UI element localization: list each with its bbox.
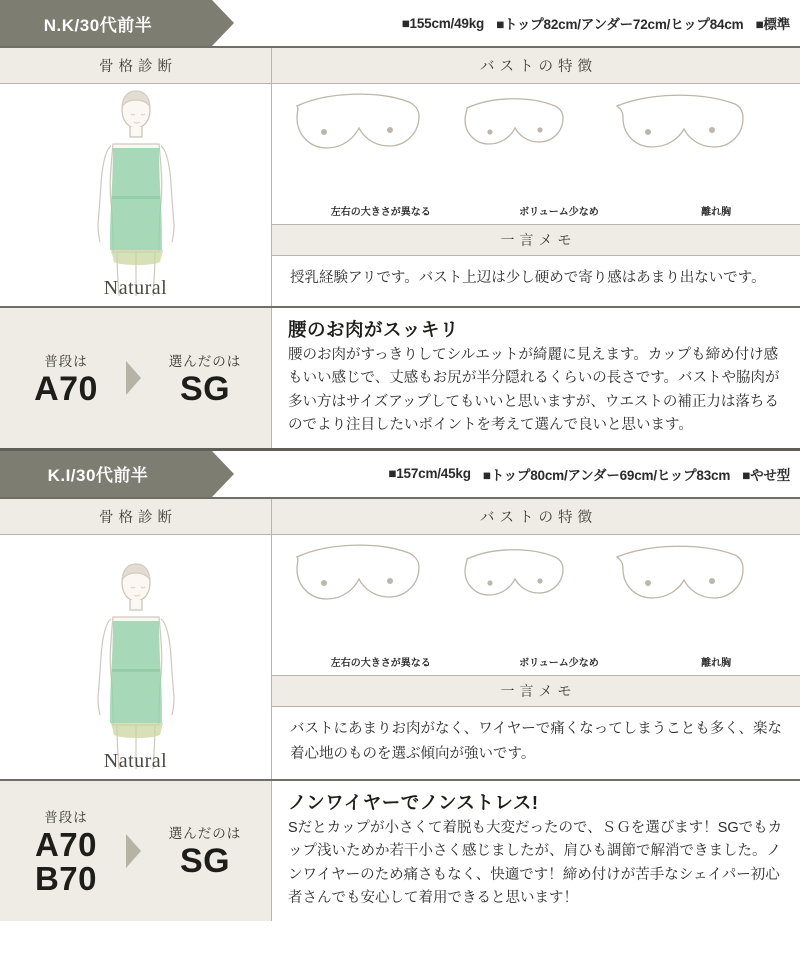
size-box — [0, 781, 272, 921]
body-illustration-svg — [31, 557, 241, 775]
bust-header: バストの特徴 — [272, 48, 800, 84]
bust-caption-3: 離れ胸 — [701, 657, 732, 669]
usual-size-value: A70 — [34, 369, 98, 408]
skeleton-column — [0, 499, 272, 779]
chosen-size-col — [139, 342, 271, 415]
stat-height-weight: ■155cm/49kg — [401, 15, 485, 31]
profile-name: K.I/30代前半 — [0, 451, 212, 497]
skeleton-column — [0, 48, 272, 306]
chosen-size-col — [139, 814, 271, 887]
usual-size-col — [0, 342, 132, 415]
bust-caption-3: 離れ胸 — [701, 207, 732, 218]
review-content — [272, 781, 800, 921]
usual-size-value: A70 — [34, 826, 98, 864]
bust-captions — [272, 203, 800, 218]
body-figure — [0, 535, 271, 779]
bust-illustration — [272, 84, 800, 224]
usual-label: 普段は — [44, 810, 88, 826]
memo-header: 一言メモ — [272, 224, 800, 256]
usual-label: 普段は — [44, 353, 88, 369]
stat-measurements: ■トップ80cm/アンダー69cm/ヒップ83cm — [482, 467, 731, 483]
usual-size-value-2: B70 — [34, 859, 98, 897]
size-box — [0, 308, 272, 448]
profile-stats — [212, 0, 800, 46]
profile-stats — [212, 451, 800, 497]
body-illustration-svg — [31, 84, 241, 302]
usual-size-col — [0, 798, 132, 903]
bust-caption-1: 左右の大きさが異なる — [330, 657, 431, 669]
stat-height-weight: ■157cm/45kg — [388, 466, 471, 482]
bust-illustration-svg — [272, 84, 796, 196]
stat-bodytype: ■やせ型 — [742, 467, 790, 483]
profile-name: N.K/30代前半 — [0, 0, 212, 46]
skeleton-header: 骨格診断 — [0, 48, 271, 84]
chosen-size-value: SG — [179, 369, 231, 408]
chosen-label: 選んだのは — [168, 353, 242, 369]
bust-captions — [272, 654, 800, 669]
stat-measurements: ■トップ82cm/アンダー72cm/ヒップ84cm — [496, 17, 744, 32]
skeleton-header: 骨格診断 — [0, 499, 271, 535]
bust-caption-2: ボリューム少なめ — [519, 207, 599, 218]
bust-caption-2: ボリューム少なめ — [519, 657, 599, 669]
detail-section — [0, 48, 800, 308]
bust-caption-1: 左右の大きさが異なる — [330, 207, 431, 218]
detail-section — [0, 499, 800, 781]
garment-shape — [110, 148, 163, 265]
body-figure — [0, 84, 271, 306]
profile-bar — [0, 451, 800, 499]
review-content — [272, 308, 800, 448]
bust-header: バストの特徴 — [272, 499, 800, 535]
chosen-label: 選んだのは — [168, 826, 242, 842]
review-text: Sだとカップが小さくて着脱も大変だったので、ＳＧを選びます！SGでもカップ浅いためか若干小さく感じましたが、肩ひも調節で解消できました。ノンワイヤーのため痛さもなく、快適です！締め付けが苦手なシェイパー初心者さんでも安心して着用できると思います！ — [288, 819, 783, 907]
memo-text: バストにあまりお肉がなく、ワイヤーで痛くなってしまうことも多く、楽な着心地のものを選ぶ傾向が強いです。 — [290, 720, 782, 762]
review-block — [0, 308, 800, 451]
bust-column — [272, 499, 800, 779]
figure-label: Natural — [103, 749, 168, 772]
bust-column — [272, 48, 800, 306]
memo-text: 授乳経験アリです。バスト上辺は少し硬めで寄り感はあまり出ないです。 — [290, 270, 766, 286]
chosen-size-value: SG — [179, 842, 231, 881]
bust-illustration-svg — [272, 535, 796, 647]
figure-label: Natural — [103, 277, 168, 299]
memo-header: 一言メモ — [272, 675, 800, 707]
stat-bodytype: ■標準 — [755, 17, 790, 32]
bust-illustration — [272, 535, 800, 675]
garment-shape — [110, 621, 163, 738]
review-text: 腰のお肉がすっきりしてシルエットが綺麗に見えます。カップも締め付け感もいい感じで、丈感もお尻が半分隠れるくらいの長さです。バストや脇肉が多い方はサイズアップしてもいいと思いますが、ウエストの補正力は落ちるのでより注目したいポイントを考えて選んで良いと思います。 — [288, 347, 780, 434]
profile-bar — [0, 0, 800, 48]
review-title: ノンワイヤーでノンストレス! — [288, 791, 539, 813]
review-block — [0, 781, 800, 921]
review-title: 腰のお肉がスッキリ — [288, 319, 459, 340]
